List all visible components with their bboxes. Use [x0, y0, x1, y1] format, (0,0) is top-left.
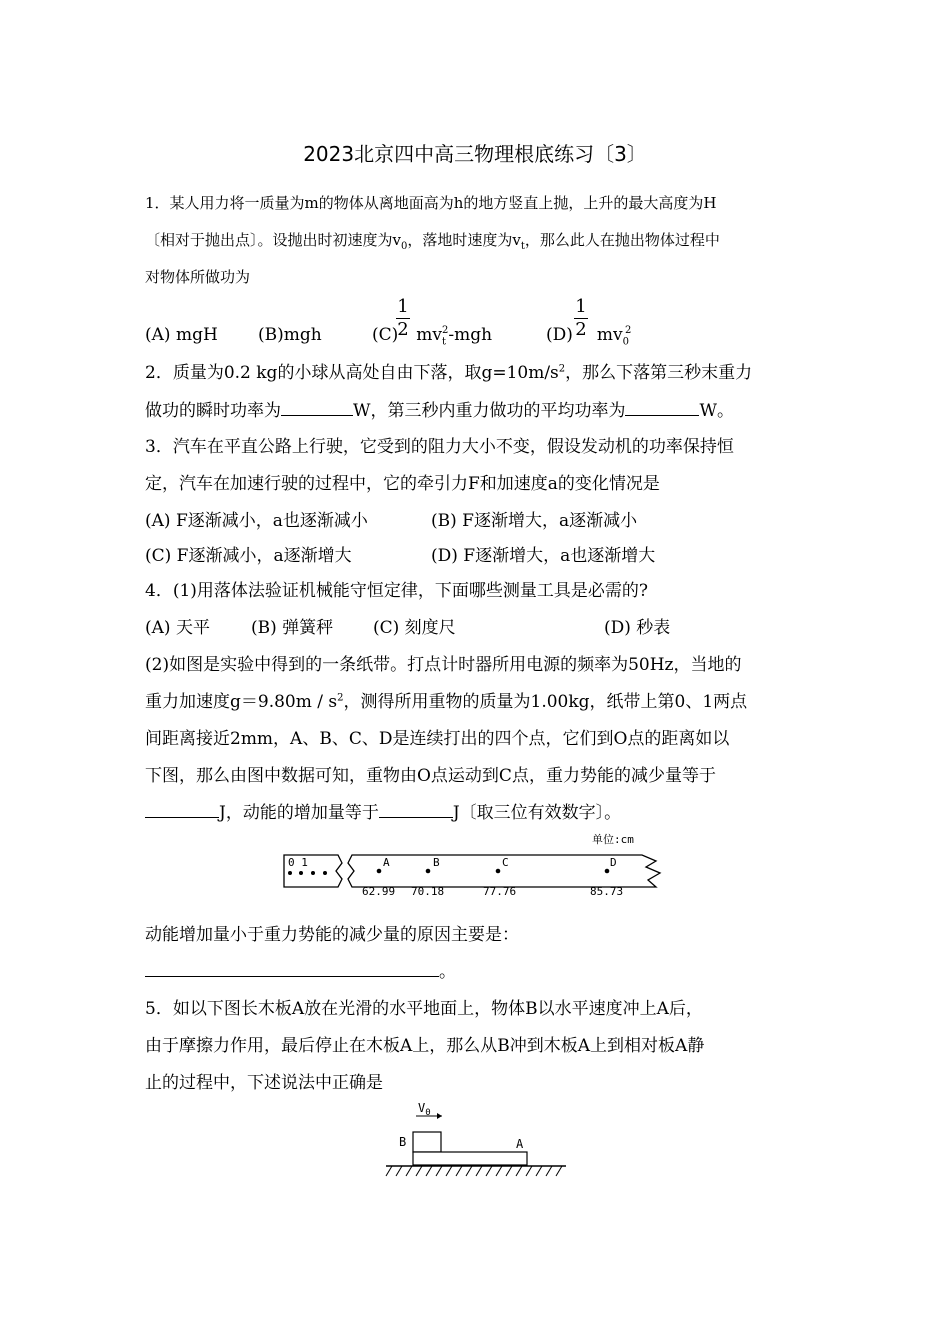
q2-line1: 2．质量为0.2 kg的小球从高处自由下落，取$g=10m/s^2$，那么下落第三秒末重力 — [145, 363, 753, 383]
tape-point-a — [362, 856, 395, 898]
q1-option-d-fraction: 1 2 — [575, 296, 587, 340]
q4-part2-line3: 间距离接近2mm，A、B、C、D是连续打出的四个点，它们到O点的距离如以 — [145, 729, 730, 749]
tape-distance-b: 70.18 — [411, 885, 445, 898]
q2-line2: 做功的瞬时功率为 W，第三秒内重力做功的平均功率为 W。 — [145, 401, 734, 421]
tape-point-b — [411, 856, 444, 898]
svg-text:D: D — [610, 856, 617, 869]
q1-option-c: (C) $mv_t^2$-mgh — [372, 325, 493, 348]
q1-option-d: (D) $mv_0^2$ — [546, 325, 632, 348]
q4-reason-answer: 。 — [145, 957, 456, 982]
q3-line2: 定，汽车在加速行驶的过程中，它的牵引力F和加速度a的变化情况是 — [145, 474, 660, 494]
tape-point-c — [483, 856, 516, 898]
q1-line3: 对物体所做功为 — [145, 268, 251, 286]
q3-option-d: (D) F逐渐增大，a也逐渐增大 — [431, 546, 656, 566]
svg-text:B: B — [433, 856, 440, 869]
q3-option-b: (B) F逐渐增大，a逐渐减小 — [431, 511, 638, 531]
svg-text:C: C — [502, 856, 509, 869]
q4-part2-line5: J，动能的增加量等于 J〔取三位有效数字〕。 — [145, 798, 621, 823]
paper-tape-figure — [280, 828, 670, 900]
q1-line2: 〔相对于抛出点〕。设抛出时初速度为$v_0$，落地时速度为$v_t$，那么此人在抛出物体过程中 — [145, 231, 720, 252]
q4-line1: 4．(1)用落体法验证机械能守恒定律，下面哪些测量工具是必需的? — [145, 581, 649, 601]
block-b — [413, 1132, 441, 1152]
board-block-figure — [384, 1096, 568, 1182]
q1-option-a: (A) mgH — [145, 325, 218, 345]
block-b-label: B — [399, 1135, 407, 1149]
q4-option-d: (D) 秒表 — [604, 618, 671, 638]
tape-start-label: 0 1 — [288, 856, 308, 869]
q1-option-c-fraction: 1 2 — [397, 296, 409, 340]
q4-option-c: (C) 刻度尺 — [373, 618, 456, 638]
ground-hatching — [386, 1166, 562, 1176]
tape-point-d — [590, 856, 623, 898]
q4-reason-line: 动能增加量小于重力势能的减少量的原因主要是： — [145, 925, 519, 945]
tape-distance-d: 85.73 — [590, 885, 624, 898]
svg-text:A: A — [383, 856, 390, 869]
q5-line1: 5．如以下图长木板A放在光滑的水平地面上，物体B以水平速度冲上A后， — [145, 999, 703, 1019]
q4-part2-line4: 下图，那么由图中数据可知，重物由O点运动到C点，重力势能的减少量等于 — [145, 766, 716, 786]
q5-line3: 止的过程中，下述说法中正确是 — [145, 1073, 383, 1093]
q4-option-b: (B) 弹簧秤 — [251, 618, 334, 638]
tape-distance-a: 62.99 — [362, 885, 396, 898]
tape-distance-c: 77.76 — [483, 885, 517, 898]
velocity-label: $V_0$ — [418, 1101, 431, 1118]
q3-option-c: (C) F逐渐减小，a逐渐增大 — [145, 546, 352, 566]
tape-unit-label: 单位:cm — [592, 833, 634, 846]
board-a-label: A — [516, 1137, 524, 1151]
q4-option-a: (A) 天平 — [145, 618, 210, 638]
board-a — [413, 1152, 527, 1165]
page-title: 2023北京四中高三物理根底练习〔3〕 — [303, 142, 647, 166]
q4-part2-line2: 重力加速度$g=9.80m / s^2$，测得所用重物的质量为1.00kg，纸带上第0、1两点 — [145, 692, 748, 712]
q1-option-b: (B)mgh — [258, 325, 322, 345]
q5-line2: 由于摩擦力作用，最后停止在木板A上，那么从B冲到木板A上到相对板A静 — [145, 1036, 705, 1056]
q3-option-a: (A) F逐渐减小，a也逐渐减小 — [145, 511, 368, 531]
q1-line1: 1．某人用力将一质量为m的物体从离地面高为h的地方竖直上抛，上升的最大高度为H — [145, 194, 717, 212]
q3-line1: 3．汽车在平直公路上行驶，它受到的阻力大小不变，假设发动机的功率保持恒 — [145, 437, 734, 457]
q4-part2-line1: (2)如图是实验中得到的一条纸带。打点计时器所用电源的频率为50Hz，当地的 — [145, 655, 742, 675]
